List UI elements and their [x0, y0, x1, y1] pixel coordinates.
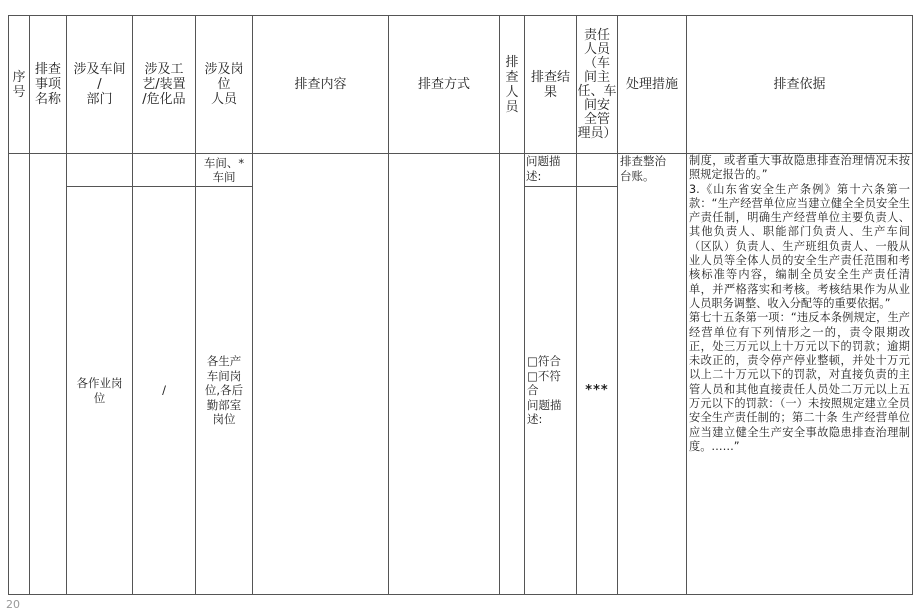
check-nonconform: □不符 合 — [527, 368, 561, 398]
workshop-cell: 各作业岗 位 — [67, 187, 133, 595]
item-name-cell — [30, 154, 67, 595]
header-seq: 序 号 — [9, 16, 30, 154]
check-conform: □符合 — [527, 354, 561, 369]
header-measures: 处理措施 — [618, 16, 687, 154]
workshop-cell-top — [67, 154, 133, 187]
result-cell-top: 问题描 述: — [525, 154, 577, 187]
basis-paragraph-2: 3.《山东省安全生产条例》第十六条第一款：“生产经营单位应当建立健全全员安全生产责任制，明确生产经营单位主要负责人、其他负责人、职能部门负责人、生产车间（区队）负责人、生产班组负责人、一般从业人员等全体人员的安全生产责任范围和考核标准等内容，编制全员安全生产责任清单，并严格落实和考核。考核结果作为从业人员职务调整、收入分配等的重要依据。” — [689, 182, 910, 310]
inspection-table — [8, 15, 913, 595]
basis-cell — [687, 154, 913, 595]
header-process: 涉及工 艺/装置 /危化品 — [133, 16, 196, 154]
page-number: 20 — [6, 598, 20, 611]
method-cell — [389, 154, 500, 595]
header-result: 排查结 果 — [525, 16, 577, 154]
seq-cell — [9, 154, 30, 595]
header-method: 排查方式 — [389, 16, 500, 154]
header-content: 排查内容 — [253, 16, 389, 154]
post-cell-top: 车间、* 车间 — [196, 154, 253, 187]
basis-paragraph-3: 第七十五条第一项：“违反本条例规定，生产经营单位有下列情形之一的，责令限期改正，处三万元以上十万元以下的罚款；逾期未改正的，责令停产停业整顿，并处十万元以上二十万元以下的罚款，对直接负责的主管人员和其他直接责任人员处二万元以上五万元以下的罚款：（一）未按照规定建立全员安全生产责任制的；第二十条 生产经营单位应当建立健全生产安全事故隐患排查治理制度。……” — [689, 311, 910, 453]
problem-description: 问题描 述: — [527, 397, 562, 427]
header-item-name: 排查 事项 名称 — [30, 16, 67, 154]
inspector-cell — [500, 154, 525, 595]
header-inspector: 排 查 人 员 — [500, 16, 525, 154]
content-cell — [253, 154, 389, 595]
header-row — [9, 16, 913, 154]
result-cell — [525, 187, 577, 595]
responsible-cell: *** — [577, 187, 618, 595]
header-workshop: 涉及车间 / 部门 — [67, 16, 133, 154]
responsible-cell-top — [577, 154, 618, 187]
header-post: 涉及岗 位 人员 — [196, 16, 253, 154]
measures-cell: 排查整治 台账。 — [618, 154, 687, 595]
header-basis: 排查依据 — [687, 16, 913, 154]
header-responsible: 责任 人员 （车 间主 任、车 间安 全管 理员） — [577, 16, 618, 154]
process-cell-top — [133, 154, 196, 187]
process-cell: / — [133, 187, 196, 595]
table-row — [9, 154, 913, 187]
post-cell: 各生产 车间岗 位,各后 勤部室 岗位 — [196, 187, 253, 595]
basis-paragraph-1: 制度，或者重大事故隐患排查治理情况未按照规定报告的。” — [689, 154, 910, 182]
